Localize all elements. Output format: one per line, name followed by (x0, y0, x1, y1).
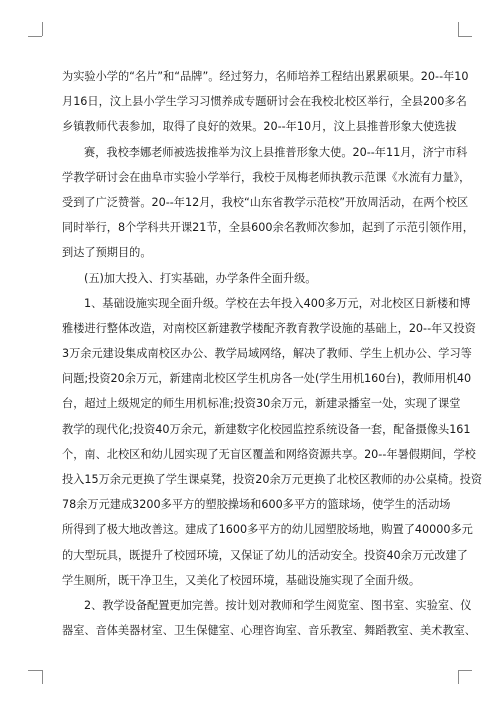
crop-mark-top-right-v (458, 22, 459, 36)
text-line: 学生厕所，既干净卫生，又美化了校园环境，基础设施实现了全面升级。 (62, 573, 421, 587)
crop-mark-bottom-right-v (458, 670, 459, 684)
text-line: 台，超过上级规定的师生用机标准;投资30余万元，新建录播室一处，实现了课堂 (62, 397, 461, 411)
text-line: 学教学研讨会在曲阜市实验小学举行，我校于凤梅老师执教示范课《水流有力量》， (62, 170, 471, 184)
text-line: 78余万元建成3200多平方的塑胶操场和600多平方的篮球场，使学生的活动场 (62, 498, 451, 512)
crop-mark-top-left-h (28, 36, 42, 37)
text-line: 个，南、北校区和幼儿园实现了无盲区覆盖和网络资源共享。20--年暑假期间，学校 (62, 447, 476, 461)
text-line: 同时举行，8个学科共开课21节，全县600余名教师次参加，起到了示范引领作用， (62, 221, 474, 235)
crop-mark-top-left-v (42, 22, 43, 36)
crop-mark-bottom-left-h (28, 670, 42, 671)
text-line: 到达了预期目的。 (62, 246, 152, 260)
text-line: 雅楼进行整体改造，对南校区新建教学楼配齐教育教学设施的基础上，20--年又投资 (62, 321, 476, 335)
crop-mark-bottom-left-v (42, 670, 43, 684)
text-line: 受到了广泛赞誉。20--年12月，我校“山东省教学示范校”开放周活动，在两个校区 (62, 195, 469, 209)
text-line: 为实验小学的“名片”和“品牌”。经过努力，名师培养工程结出累累硕果。20--年10 (62, 70, 469, 83)
text-line: 1、基础设施实现全面升级。学校在去年投入400多万元，对北校区日新楼和博 (84, 296, 471, 310)
text-line: 教学的现代化;投资40万余元，新建数字化校园监控系统设备一套，配备摄像头161 (62, 422, 471, 436)
text-line: 赛，我校李娜老师被选拔推举为汶上县推普形象大使。20--年11月，济宁市科 (84, 145, 468, 159)
text-line: 的大型玩具，既提升了校园环境，又保证了幼儿的活动安全。投资40余万元改建了 (62, 548, 468, 562)
crop-mark-bottom-right-h (458, 670, 472, 671)
text-line: 2、教学设备配置更加完善。按计划对教师和学生阅览室、图书室、实验室、仪 (84, 598, 472, 612)
document-body (62, 64, 483, 643)
text-line: 所得到了极大地改善这。建成了1600多平方的幼儿园塑胶场地，购置了40000多元 (62, 523, 473, 537)
text-line: 3万余元建设集成南校区办公、教学局域网络，解决了教师、学生上机办公、学习等 (62, 347, 472, 361)
text-line: 乡镇教师代表参加，取得了良好的效果。20--年10月，汶上县推普形象大使选拔 (62, 120, 457, 134)
text-line: 器室、音体美器材室、卫生保健室、心理咨询室、音乐教室、舞蹈教室、美术教室、 (62, 624, 476, 638)
section-heading: (五)加大投入、打实基础，办学条件全面升级。 (84, 271, 317, 285)
text-line: 月16日，汶上县小学生学习习惯养成专题研讨会在我校北校区举行，全县200多名 (62, 95, 467, 109)
crop-mark-top-right-h (458, 36, 472, 37)
text-line: 问题;投资20余万元，新建南北校区学生机房各一处(学生用机160台)，教师用机40 (62, 372, 472, 386)
text-line: 投入15万余元更换了学生课桌凳，投资20余万元更换了北校区教师的办公桌椅。投资 (62, 473, 483, 486)
